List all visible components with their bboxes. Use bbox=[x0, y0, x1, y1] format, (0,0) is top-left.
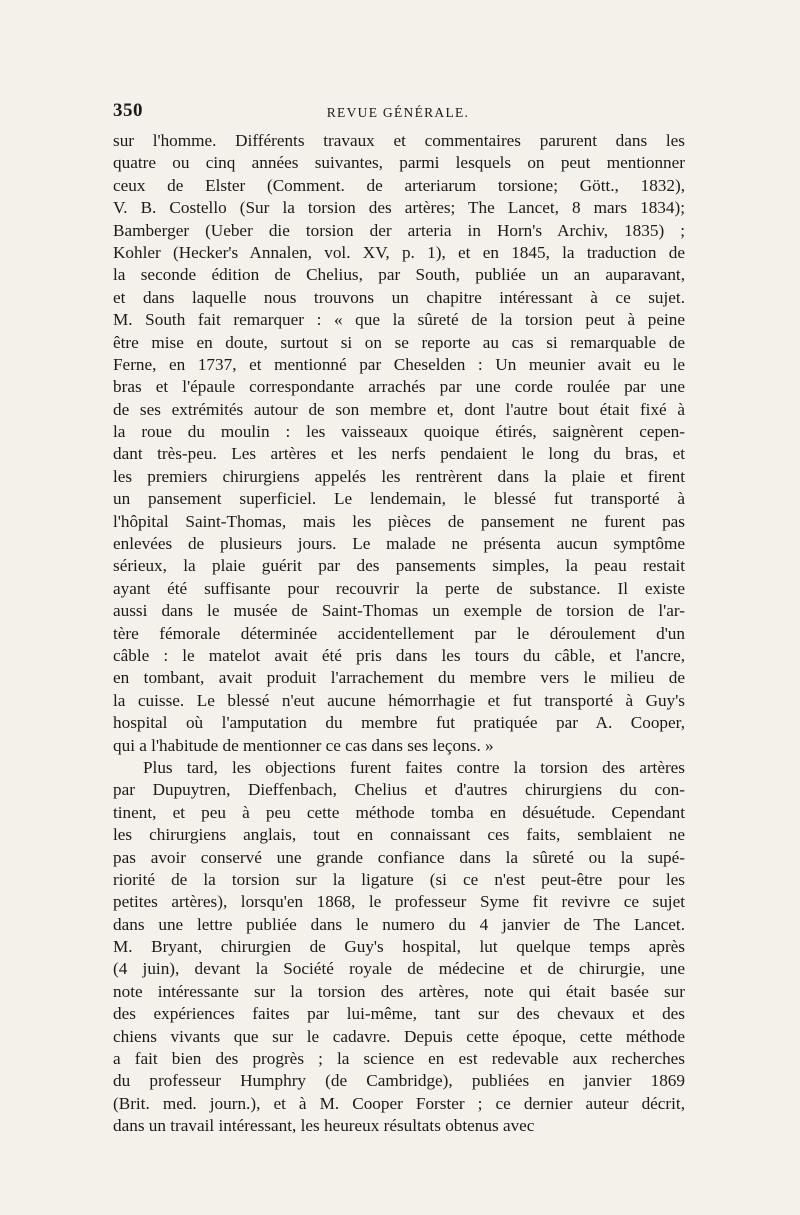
text-line: bras et l'épaule correspondante arrachés par une corde roulée par une bbox=[113, 377, 685, 397]
text-line: dans une lettre publiée dans le numero du 4 janvier de The Lancet. bbox=[113, 914, 685, 934]
body-text bbox=[113, 130, 685, 1138]
text-line: en tombant, avait produit l'arrachement du membre vers le milieu de bbox=[113, 668, 685, 688]
text-line: dant très-peu. Les artères et les nerfs pendaient le long du bras, et bbox=[113, 444, 685, 464]
text-line: la roue du moulin : les vaisseaux quoique étirés, saignèrent cepen- bbox=[113, 422, 685, 442]
text-line: sérieux, la plaie guérit par des pansements simples, la peau restait bbox=[113, 556, 685, 576]
text-line: ayant été suffisante pour recouvrir la perte de substance. Il existe bbox=[113, 578, 685, 598]
text-line: quatre ou cinq années suivantes, parmi lesquels on peut mentionner bbox=[113, 153, 685, 173]
text-line: (4 juin), devant la Société royale de médecine et de chirurgie, une bbox=[113, 959, 685, 979]
text-line: ceux de Elster (Comment. de arteriarum torsione; Gött., 1832), bbox=[113, 175, 685, 195]
text-line: qui a l'habitude de mentionner ce cas dans ses leçons. » bbox=[113, 735, 494, 755]
text-line: tère fémorale déterminée accidentellement par le déroulement d'un bbox=[113, 623, 685, 643]
text-line: note intéressante sur la torsion des artères, note qui était basée sur bbox=[113, 981, 685, 1001]
text-line: du professeur Humphry (de Cambridge), publiées en janvier 1869 bbox=[113, 1071, 685, 1091]
text-line: (Brit. med. journ.), et à M. Cooper Forster ; ce dernier auteur décrit, bbox=[113, 1093, 685, 1113]
text-line: être mise en doute, surtout si on se reporte au cas si remarquable de bbox=[113, 332, 685, 352]
text-line: la seconde édition de Chelius, par South, publiée un an auparavant, bbox=[113, 265, 685, 285]
paragraph bbox=[113, 757, 685, 1138]
text-line: enlevées de plusieurs jours. Le malade ne présenta aucun symptôme bbox=[113, 534, 685, 554]
text-line: Bamberger (Ueber die torsion der arteria in Horn's Archiv, 1835) ; bbox=[113, 220, 685, 240]
text-line: chiens vivants que sur le cadavre. Depuis cette époque, cette méthode bbox=[113, 1026, 685, 1046]
text-line: tinent, et peu à peu cette méthode tomba en désuétude. Cependant bbox=[113, 802, 685, 822]
text-line: hospital où l'amputation du membre fut pratiquée par A. Cooper, bbox=[113, 713, 685, 733]
running-head: REVUE GÉNÉRALE. bbox=[326, 105, 470, 120]
text-line: un pansement superficiel. Le lendemain, le blessé fut transporté à bbox=[113, 489, 685, 509]
text-line: les premiers chirurgiens appelés les rentrèrent dans la plaie et firent bbox=[113, 466, 685, 486]
text-line: et dans laquelle nous trouvons un chapitre intéressant à ce sujet. bbox=[113, 287, 685, 307]
text-line: V. B. Costello (Sur la torsion des artères; The Lancet, 8 mars 1834); bbox=[113, 198, 685, 218]
text-line: a fait bien des progrès ; la science en est redevable aux recherches bbox=[113, 1049, 685, 1069]
text-line: Ferne, en 1737, et mentionné par Cheselden : Un meunier avait eu le bbox=[113, 354, 685, 374]
page-header bbox=[113, 100, 683, 122]
text-line: M. South fait remarquer : « que la sûreté de la torsion peut à peine bbox=[113, 310, 685, 330]
text-line: Plus tard, les objections furent faites contre la torsion des artères bbox=[143, 757, 685, 777]
text-line: riorité de la torsion sur la ligature (si ce n'est peut-être pour les bbox=[113, 869, 685, 889]
text-line: la cuisse. Le blessé n'eut aucune hémorrhagie et fut transporté à Guy's bbox=[113, 690, 685, 710]
text-line: dans un travail intéressant, les heureux résultats obtenus avec bbox=[113, 1116, 535, 1136]
text-line: pas avoir conservé une grande confiance dans la sûreté ou la supé- bbox=[113, 847, 685, 867]
paragraph bbox=[113, 130, 685, 757]
page-number: 350 bbox=[113, 100, 143, 121]
text-line: les chirurgiens anglais, tout en connaissant ces faits, semblaient ne bbox=[113, 825, 685, 845]
text-line: aussi dans le musée de Saint-Thomas un exemple de torsion de l'ar- bbox=[113, 601, 685, 621]
text-line: câble : le matelot avait été pris dans les tours du câble, et l'ancre, bbox=[113, 645, 685, 665]
text-line: par Dupuytren, Dieffenbach, Chelius et d'autres chirurgiens du con- bbox=[113, 780, 685, 800]
text-line: M. Bryant, chirurgien de Guy's hospital, lut quelque temps après bbox=[113, 937, 685, 957]
text-line: petites artères), lorsqu'en 1868, le professeur Syme fit revivre ce sujet bbox=[113, 892, 685, 912]
text-line: de ses extrémités autour de son membre et, dont l'autre bout était fixé à bbox=[113, 399, 685, 419]
text-line: l'hôpital Saint-Thomas, mais les pièces de pansement ne furent pas bbox=[113, 511, 685, 531]
text-line: Kohler (Hecker's Annalen, vol. XV, p. 1), et en 1845, la traduction de bbox=[113, 242, 685, 262]
text-line: des expériences faites par lui-même, tant sur des chevaux et des bbox=[113, 1004, 685, 1024]
text-line: sur l'homme. Différents travaux et commentaires parurent dans les bbox=[113, 131, 685, 150]
